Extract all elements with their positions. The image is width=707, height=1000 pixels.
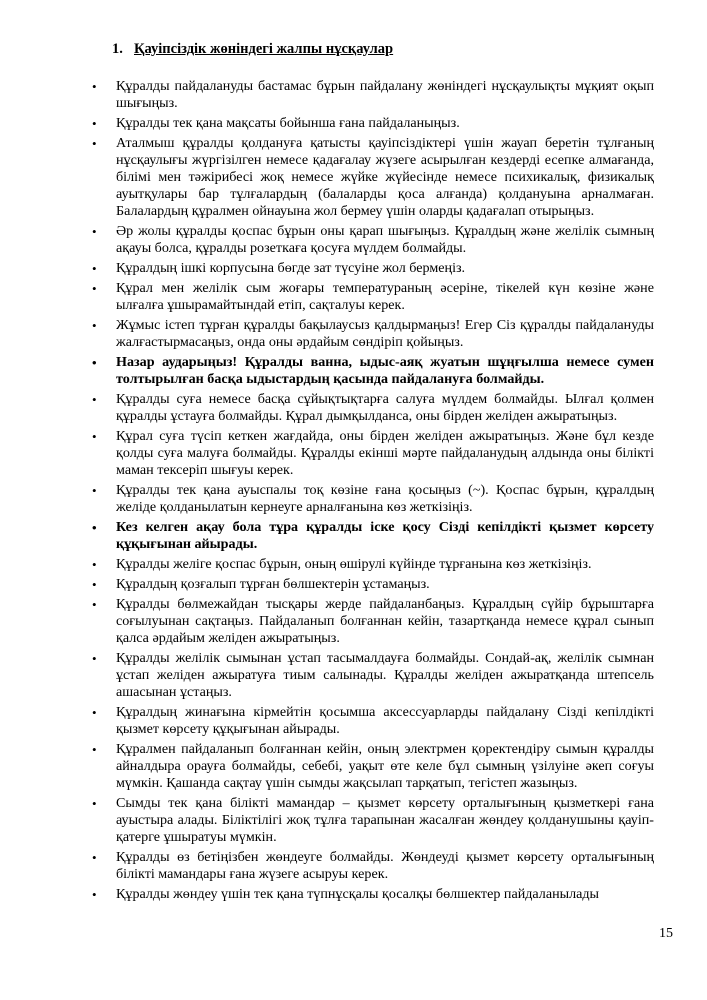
list-item-text: Құралдың жинағына кірмейтін қосымша аксессуарларды пайдалану Сізді кепілдікті қызмет көрсету құқығынан айырады. <box>116 704 654 737</box>
bullet-icon: • <box>92 520 97 535</box>
list-item-text: Құрал суға түсіп кеткен жағдайда, оны бірден желіден ажыратыңыз. Және бұл кезде қолды суға малуға болмайды. Құралды екінші мәрте пайдаланудың алдында оны білікті маман тексеріп шығуы керек. <box>116 428 654 478</box>
list-item <box>90 650 654 701</box>
list-item-text: Құралды тек қана ауыспалы тоқ көзіне ғана қосыңыз (~). Қоспас бұрын, құралдың желіде қолданылатын кернеуге арналғанына көз жеткізіңіз. <box>116 482 654 515</box>
list-item-text: Құралдың ішкі корпусына бөгде зат түсуіне жол бермеңіз. <box>116 260 466 276</box>
bullet-icon: • <box>92 796 97 811</box>
bullet-icon: • <box>92 483 97 498</box>
list-item <box>90 576 654 593</box>
bullet-icon: • <box>92 577 97 592</box>
bullet-icon: • <box>92 429 97 444</box>
list-item <box>90 391 654 425</box>
list-item <box>90 135 654 220</box>
list-item <box>90 849 654 883</box>
list-item <box>90 78 654 112</box>
list-item <box>90 519 654 553</box>
list-item-text: Құрал мен желілік сым жоғары температураның әсеріне, тікелей күн көзіне және ылғалға ұшырамайтындай етіп, сақталуы керек. <box>116 280 654 313</box>
bullet-icon: • <box>92 79 97 94</box>
page-number: 15 <box>659 926 673 941</box>
bullet-icon: • <box>92 281 97 296</box>
list-item <box>90 886 654 903</box>
section-number: 1. <box>112 41 123 57</box>
list-item-text: Құралды өз бетіңізбен жөндеуге болмайды. Жөндеуді қызмет көрсету орталығының білікті мамандары ғана жүзеге асыруы керек. <box>116 849 654 882</box>
list-item <box>90 223 654 257</box>
list-item <box>90 260 654 277</box>
section-title: Қауіпсіздік жөніндегі жалпы нұсқаулар <box>134 41 394 57</box>
list-item <box>90 556 654 573</box>
safety-instructions-list <box>90 78 654 906</box>
list-item-text: Кез келген ақау бола тұра құралды іске қосу Сізді кепілдікті қызмет көрсету құқығынан айырады. <box>116 519 654 552</box>
bullet-icon: • <box>92 651 97 666</box>
bullet-icon: • <box>92 261 97 276</box>
list-item <box>90 354 654 388</box>
bullet-icon: • <box>92 318 97 333</box>
list-item <box>90 596 654 647</box>
bullet-icon: • <box>92 116 97 131</box>
list-item-text: Құралды суға немесе басқа сұйықтықтарға салуға мүлдем болмайды. Ылғал қолмен құралды ұстауға болмайды. Құрал дымқылданса, оны бірден желіден ажыратыңыз. <box>116 391 654 424</box>
section-heading <box>112 41 393 58</box>
list-item-text: Құралды тек қана мақсаты бойынша ғана пайдаланыңыз. <box>116 115 460 131</box>
list-item-text: Құралды бөлмежайдан тысқары жерде пайдаланбаңыз. Құралдың сүйір бұрыштарға соғылуынан сақтаңыз. Пайдаланып болғаннан кейін, тазартқанда немесе құрал сынып қалса әрдайым желіден ажыратыңыз. <box>116 596 654 646</box>
list-item-text: Назар аударыңыз! Құралды ванна, ыдыс-аяқ жуатын шұңғылша немесе сумен толтырылған басқа ыдыстардың қасында пайдалануға болмайды. <box>116 354 654 387</box>
list-item <box>90 280 654 314</box>
list-item <box>90 741 654 792</box>
list-item <box>90 704 654 738</box>
bullet-icon: • <box>92 705 97 720</box>
list-item-text: Сымды тек қана білікті мамандар – қызмет көрсету орталығының қызметкері ғана ауыстыра алады. Біліктілігі жоқ тұлға тарапынан жасалған жөндеу қолданушыны қауіп-қатерге ұшыратуы мүмкін. <box>116 795 654 845</box>
list-item <box>90 795 654 846</box>
bullet-icon: • <box>92 557 97 572</box>
bullet-icon: • <box>92 887 97 902</box>
list-item-text: Құралды желіге қоспас бұрын, оның өшірулі күйінде тұрғанына көз жеткізіңіз. <box>116 556 592 572</box>
list-item-text: Құралды желілік сымынан ұстап тасымалдауға болмайды. Сондай-ақ, желілік сымнан ұстап желіден ажыратуға тиым салынады. Құралды желіден ажыратқанда штепсель ашасынан ұстаңыз. <box>116 650 654 700</box>
bullet-icon: • <box>92 850 97 865</box>
list-item-text: Құралды жөндеу үшін тек қана түпнұсқалы қосалқы бөлшектер пайдаланылады <box>116 886 600 902</box>
bullet-icon: • <box>92 136 97 151</box>
list-item-text: Әр жолы құралды қоспас бұрын оны қарап шығыңыз. Құралдың және желілік сымның ақауы болса, құралды розеткаға қосуға мүлдем болмайды. <box>116 223 654 256</box>
list-item-text: Құралмен пайдаланып болғаннан кейін, оның электрмен қоректендіру сымын құралды айналдыра орауға болмайды, себебі, уақыт өте келе бұл сымның үзілуіне әкеп соғуы мүмкін. Қашанда сақтау үшін сымды жақсылап тарқатып, тегістеп жазыңыз. <box>116 741 654 791</box>
bullet-icon: • <box>92 392 97 407</box>
list-item <box>90 115 654 132</box>
bullet-icon: • <box>92 742 97 757</box>
list-item-text: Құралдың қозғалып тұрған бөлшектерін ұстамаңыз. <box>116 576 430 592</box>
list-item <box>90 428 654 479</box>
bullet-icon: • <box>92 597 97 612</box>
bullet-icon: • <box>92 224 97 239</box>
bullet-icon: • <box>92 355 97 370</box>
list-item-text: Құралды пайдалануды бастамас бұрын пайдалану жөніндегі нұсқаулықты мұқият оқып шығыңыз. <box>116 78 654 111</box>
list-item <box>90 317 654 351</box>
list-item-text: Аталмыш құралды қолдануға қатысты қауіпсіздіктері үшін жауап беретін тұлғаның нұсқаулығы жүргізілген немесе қадағалау жүзеге асырылған кездерді есепке алмағанда, білімі мен тәжірибесі жоқ немесе жүйке жүйесінде немесе психикалық, физикалық ауытқулары бар тұлғалардың (балаларды қоса алғанда) қолдануына арналмаған. Балалардың құралмен ойнауына жол бермеу үшін оларды қадағалап отырыңыз. <box>116 135 654 219</box>
list-item-text: Жұмыс істеп тұрған құралды бақылаусыз қалдырмаңыз! Егер Сіз құралды пайдалануды жалғастырмасаңыз, онда оны әрдайым сөндіріп қойыңыз. <box>116 317 654 350</box>
list-item <box>90 482 654 516</box>
